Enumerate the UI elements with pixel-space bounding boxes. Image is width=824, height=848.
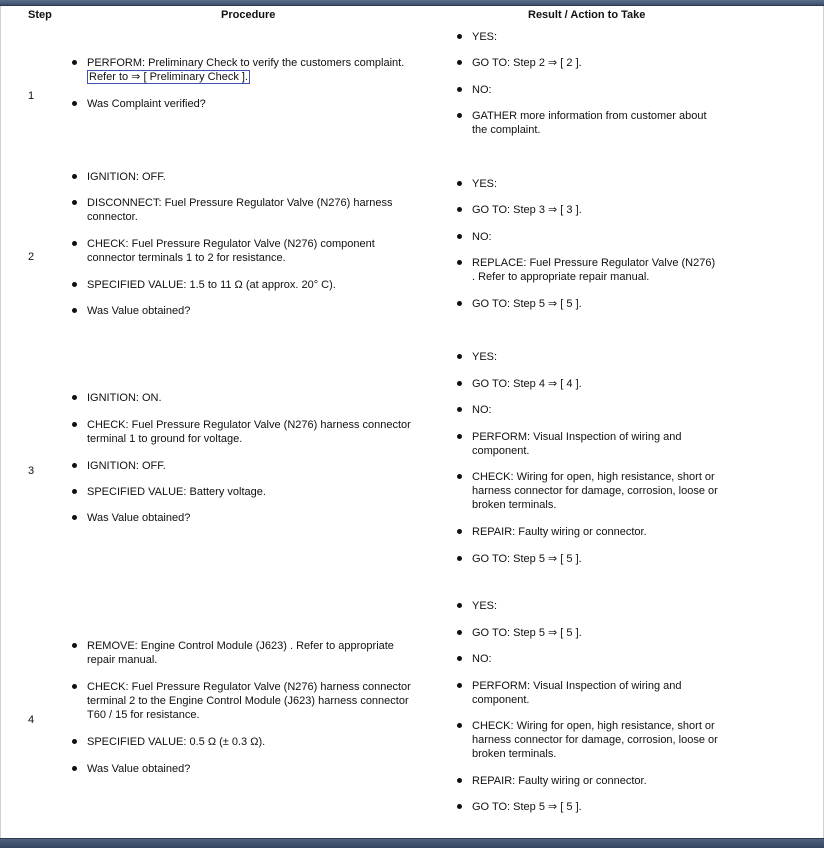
bullet-item <box>71 511 190 525</box>
bullet-text: REPLACE: Fuel Pressure Regulator Valve (N276) <box>472 257 716 269</box>
goto-step-link[interactable] <box>456 626 582 640</box>
bullet-item <box>71 735 265 749</box>
bullet-text: SPECIFIED VALUE: 0.5 Ω (± 0.3 Ω). <box>87 736 266 748</box>
bullet-item <box>456 599 497 613</box>
bullet-item <box>456 230 492 244</box>
bullet-item <box>456 679 682 707</box>
goto-step-link[interactable] <box>456 377 582 391</box>
bullet-text: GO TO: Step 2 ⇒ [ 2 ]. <box>472 57 582 69</box>
bullet-text: broken terminals. <box>472 748 557 760</box>
step-number: 2 <box>28 251 35 263</box>
bullet-text: CHECK: Wiring for open, high resistance, short or <box>472 720 715 732</box>
bullet-text: T60 / 15 for resistance. <box>87 709 200 721</box>
bullet-item <box>71 680 411 722</box>
bullet-text: terminal 1 to ground for voltage. <box>87 433 243 445</box>
bullet-item <box>71 485 266 499</box>
bullet-text: harness connector for damage, corrosion, loose or <box>472 485 718 497</box>
bullet-item <box>71 170 166 184</box>
bullet-item <box>71 278 336 292</box>
step-number: 1 <box>28 90 35 102</box>
bullet-item <box>71 97 206 111</box>
bullet-item <box>71 391 162 405</box>
bullet-text: YES: <box>472 31 498 43</box>
bullet-text: component. <box>472 445 530 457</box>
bullet-text: Was Value obtained? <box>87 763 191 775</box>
bullet-text: SPECIFIED VALUE: 1.5 to 11 Ω (at approx. 20° C). <box>87 279 336 291</box>
bullet-text: connector terminals 1 to 2 for resistance. <box>87 252 286 264</box>
bullet-text: NO: <box>472 653 492 665</box>
bullet-text: SPECIFIED VALUE: Battery voltage. <box>87 486 266 498</box>
bullet-text: IGNITION: OFF. <box>87 460 166 472</box>
bullet-item <box>71 762 190 776</box>
bullet-text: NO: <box>472 84 492 96</box>
step-number: 4 <box>28 714 35 726</box>
bullet-item <box>71 56 404 84</box>
bullet-text: GO TO: Step 5 ⇒ [ 5 ]. <box>472 627 582 639</box>
bullet-item <box>71 237 375 265</box>
bullet-text: GO TO: Step 3 ⇒ [ 3 ]. <box>472 204 582 216</box>
bullet-item <box>456 430 682 458</box>
step-number: 3 <box>28 465 35 477</box>
bullet-text: GO TO: Step 5 ⇒ [ 5 ]. <box>472 553 582 565</box>
bullet-item <box>456 109 707 137</box>
bullet-text: Was Value obtained? <box>87 512 191 524</box>
bullet-item <box>456 774 647 788</box>
bullet-text: GATHER more information from customer about <box>472 110 707 122</box>
bullet-text: YES: <box>472 600 498 612</box>
bullet-item <box>71 196 392 224</box>
bullet-text: REPAIR: Faulty wiring or connector. <box>472 526 647 538</box>
bullet-text: PERFORM: Visual Inspection of wiring and <box>472 431 682 443</box>
goto-step-link[interactable] <box>456 56 582 70</box>
goto-step-link[interactable] <box>456 552 582 566</box>
bullet-item <box>456 83 492 97</box>
goto-step-link[interactable] <box>456 800 582 814</box>
bullet-text: NO: <box>472 231 492 243</box>
goto-step-link[interactable] <box>456 203 582 217</box>
bullet-text: Was Value obtained? <box>87 305 191 317</box>
bullet-text: YES: <box>472 351 498 363</box>
bullet-text: CHECK: Fuel Pressure Regulator Valve (N276) harness connector <box>87 681 411 693</box>
bullet-text: DISCONNECT: Fuel Pressure Regulator Valve (N276) harness <box>87 197 393 209</box>
bullet-item <box>71 459 166 473</box>
bullet-text: REPAIR: Faulty wiring or connector. <box>472 775 647 787</box>
bullet-text: broken terminals. <box>472 499 557 511</box>
bullet-item <box>71 304 190 318</box>
bullet-text: . Refer to appropriate repair manual. <box>472 271 650 283</box>
header-result: Result / Action to Take <box>528 9 646 21</box>
bullet-item <box>456 350 497 364</box>
bullet-text: harness connector for damage, corrosion, loose or <box>472 734 718 746</box>
bullet-text: IGNITION: OFF. <box>87 171 166 183</box>
goto-step-link[interactable] <box>456 297 582 311</box>
bullet-text: IGNITION: ON. <box>87 392 162 404</box>
bullet-item <box>456 470 718 512</box>
bullet-text: terminal 2 to the Engine Control Module (J623) harness connector <box>87 695 409 707</box>
bullet-item <box>456 177 497 191</box>
preliminary-check-link[interactable]: Refer to ⇒ [ Preliminary Check ]. <box>89 71 248 83</box>
bullet-item <box>456 525 647 539</box>
bottom-window-bar <box>0 838 824 848</box>
bullet-text: connector. <box>87 211 138 223</box>
bullet-text: Was Complaint verified? <box>87 98 206 110</box>
header-step: Step <box>28 9 52 21</box>
bullet-item <box>456 652 492 666</box>
bullet-text: PERFORM: Preliminary Check to verify the customers complaint. <box>87 57 405 69</box>
bullet-item <box>456 719 718 761</box>
bullet-item <box>456 403 492 417</box>
bullet-text: repair manual. <box>87 654 158 666</box>
header-procedure: Procedure <box>221 9 276 21</box>
bullet-item <box>71 639 394 667</box>
bullet-text: GO TO: Step 5 ⇒ [ 5 ]. <box>472 801 582 813</box>
bullet-text: CHECK: Wiring for open, high resistance, short or <box>472 471 715 483</box>
bullet-item <box>71 418 411 446</box>
bullet-text: PERFORM: Visual Inspection of wiring and <box>472 680 682 692</box>
bullet-text: NO: <box>472 404 492 416</box>
bullet-item <box>456 30 497 44</box>
bullet-text: CHECK: Fuel Pressure Regulator Valve (N276) component <box>87 238 375 250</box>
bullet-text: GO TO: Step 5 ⇒ [ 5 ]. <box>472 298 582 310</box>
bullet-text: the complaint. <box>472 124 541 136</box>
left-border <box>0 6 1 838</box>
bullet-text: YES: <box>472 178 498 190</box>
bullet-item <box>456 256 715 284</box>
top-window-bar <box>0 0 824 6</box>
bullet-text: GO TO: Step 4 ⇒ [ 4 ]. <box>472 378 582 390</box>
bullet-text: REMOVE: Engine Control Module (J623) . Refer to appropriate <box>87 640 394 652</box>
bullet-text: component. <box>472 694 530 706</box>
bullet-text: CHECK: Fuel Pressure Regulator Valve (N276) harness connector <box>87 419 411 431</box>
